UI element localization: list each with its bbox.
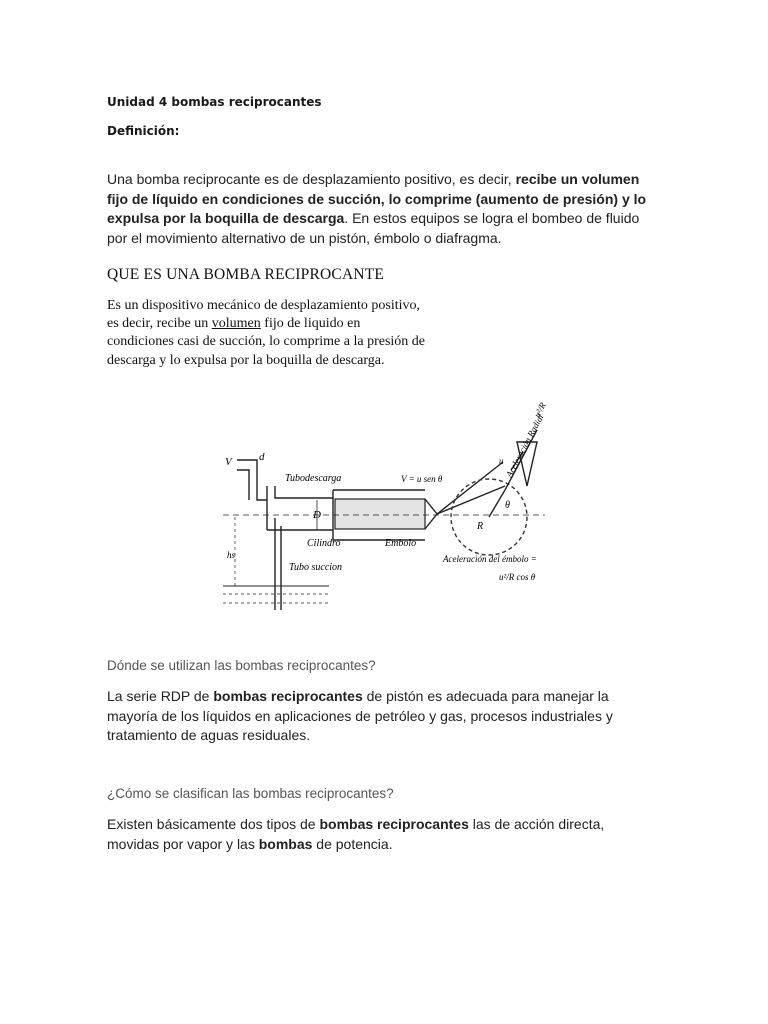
label-velocity-formula: V = u sen θ: [401, 474, 443, 484]
a1-text-2: de pistón es adecuada para manejar la mayoría de los líquidos en aplicaciones de petróleo y gas, procesos industriales y tratamiento de aguas residuales.: [107, 688, 613, 743]
volumen-link-text: volumen: [211, 316, 261, 332]
label-tubo-descarga: Tubodescarga: [285, 473, 342, 484]
label-u: u: [499, 456, 504, 466]
intro-text-2: . En estos equipos se logra el bombeo de fluido por el movimiento alternativo de un pistón, émbolo o diafragma.: [107, 210, 640, 246]
a2-text-1: Existen básicamente dos tipos de: [107, 816, 320, 832]
document-title: Unidad 4 bombas reciprocantes: [107, 95, 322, 109]
question-classification: ¿Cómo se clasifican las bombas reciprocantes?: [107, 786, 394, 801]
intro-bold: recibe un volumen fijo de líquido en condiciones de succión, lo comprime (aumento de presión) y lo expulsa por la boquilla de descarga: [107, 171, 647, 226]
definition-label: Definición:: [107, 124, 180, 138]
label-tubo-succion: Tubo succion: [289, 562, 343, 573]
question-where-used: Dónde se utilizan las bombas reciprocantes?: [107, 658, 376, 673]
a1-bold: bombas reciprocantes: [213, 688, 363, 704]
label-v: V: [225, 456, 232, 468]
label-embolo: Embolo: [385, 538, 417, 549]
a2-bold-2: bombas: [258, 835, 313, 852]
a1-text-1: La serie RDP de: [107, 688, 214, 704]
def-text-2: fijo de liquido en condiciones casi de succión, lo comprime a la presión de descarga y lo expulsa por la boquilla de descarga.: [107, 316, 426, 368]
label-hs: hs: [227, 550, 236, 560]
answer-classification: [107, 815, 657, 854]
intro-paragraph: [107, 170, 647, 248]
label-d: d: [259, 451, 265, 463]
label-u2-over-r: u²/R: [531, 400, 548, 419]
section-title: QUE ES UNA BOMBA RECIPROCANTE: [107, 266, 385, 283]
intro-text-1: Una bomba reciprocante es de desplazamiento positivo, es decir,: [107, 171, 516, 187]
label-accel-formula: u²/R cos θ: [499, 572, 536, 582]
label-theta: θ: [505, 500, 510, 511]
label-D: D: [313, 509, 321, 521]
label-cilindro: Cilindro: [307, 538, 341, 549]
a2-text-2: las de acción directa, movidas por vapor y las: [107, 816, 605, 852]
def-text-1: Es un dispositivo mecánico de desplazamiento positivo, es decir, recibe un: [107, 298, 420, 332]
pump-diagram: [215, 390, 555, 620]
answer-where-used: [107, 687, 657, 746]
label-aceleracion-radial: Aceleración Radial: [503, 412, 546, 479]
definition-paragraph: [107, 297, 425, 370]
label-R: R: [477, 521, 484, 532]
a2-text-3: de potencia.: [312, 835, 393, 852]
a2-bold-1: bombas reciprocantes: [319, 816, 469, 832]
label-aceleracion-embolo: Aceleración del émbolo =: [443, 554, 537, 564]
